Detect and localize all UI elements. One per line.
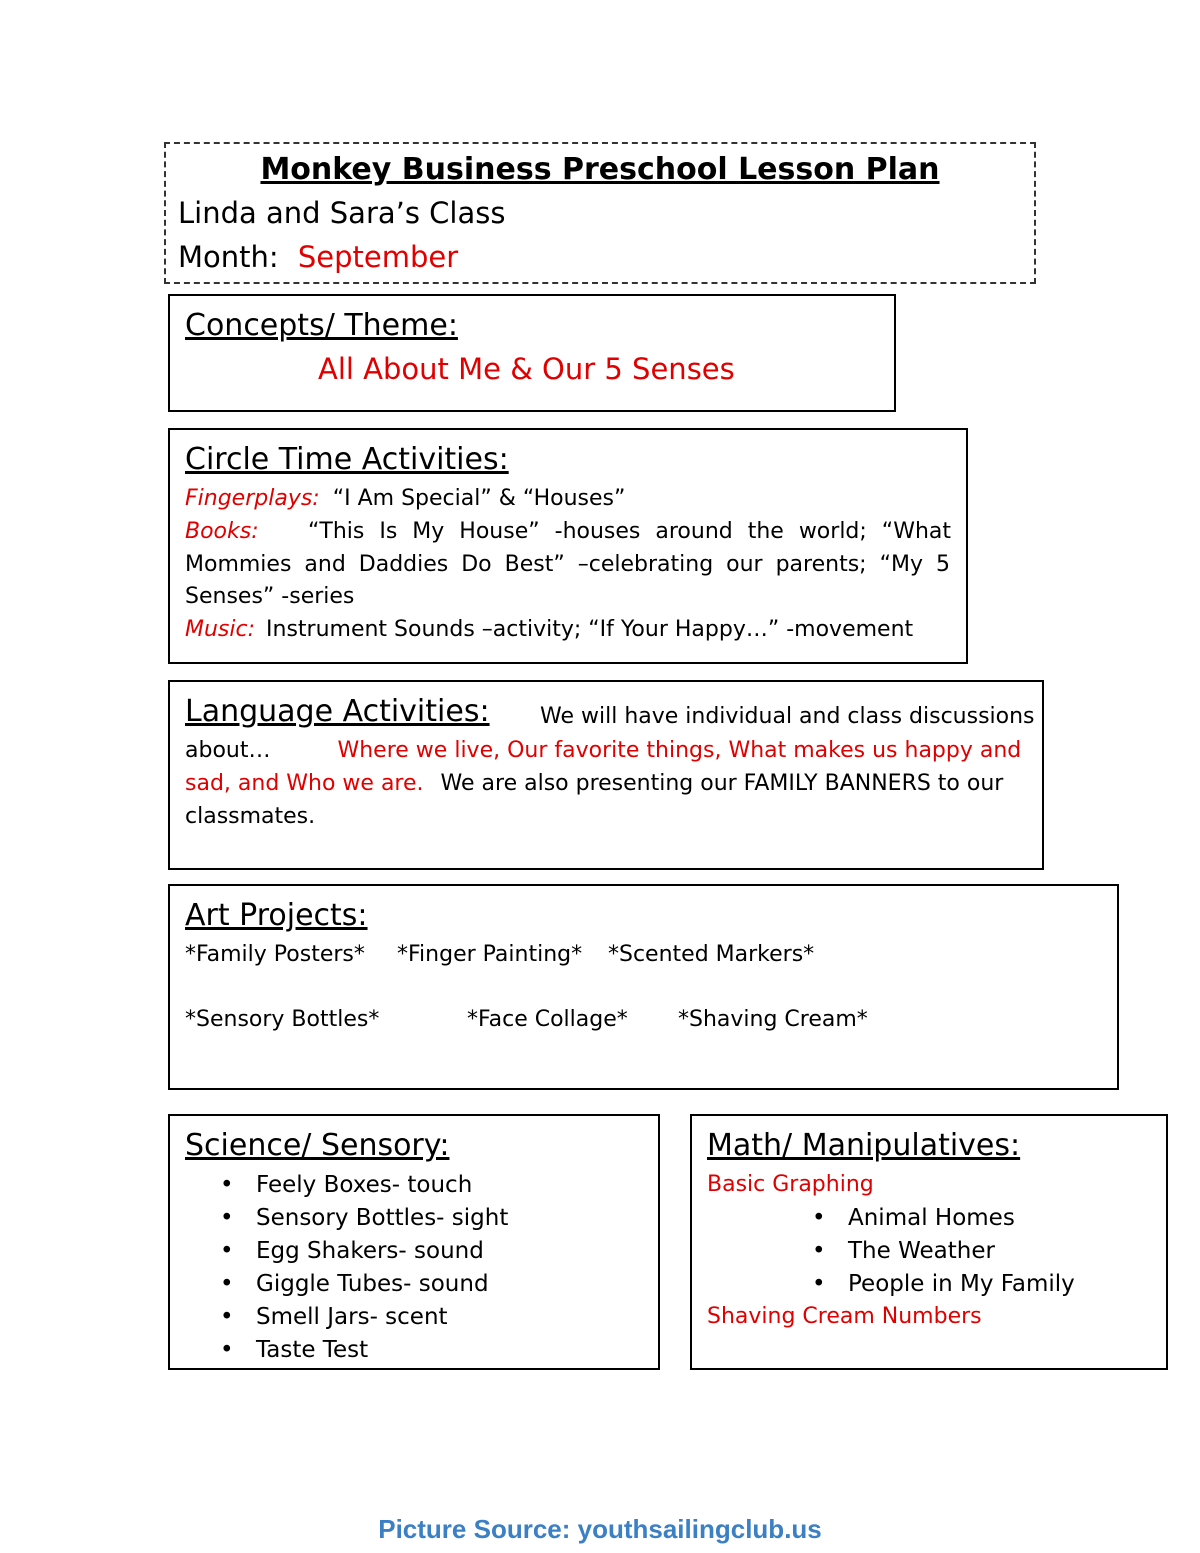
month-value: September xyxy=(297,240,459,274)
language-line-1: We will have individual and class discussions xyxy=(540,704,1035,729)
books-line-1 xyxy=(185,519,951,544)
circle-time-heading: Circle Time Activities: xyxy=(185,442,509,477)
concepts-theme: All About Me & Our 5 Senses xyxy=(318,352,735,386)
art-item: *Scented Markers* xyxy=(608,942,815,967)
language-about: about… xyxy=(185,738,271,763)
fingerplays-label: Fingerplays: xyxy=(185,486,320,511)
fingerplays-line xyxy=(185,486,625,511)
math-sub-graphing: Basic Graphing xyxy=(707,1172,874,1197)
month-row xyxy=(178,240,458,274)
science-item: • Smell Jars- scent xyxy=(256,1304,448,1330)
music-label: Music: xyxy=(185,617,256,642)
header-box xyxy=(164,142,1036,284)
art-item: *Family Posters* xyxy=(185,942,365,967)
math-box xyxy=(690,1114,1168,1370)
language-topics-2: sad, and Who we are. xyxy=(185,771,424,796)
art-box xyxy=(168,884,1119,1090)
art-item: *Sensory Bottles* xyxy=(185,1007,380,1032)
language-line-3 xyxy=(185,771,1003,796)
language-box xyxy=(168,680,1044,870)
music-text: Instrument Sounds –activity; “If Your Happy…” -movement xyxy=(266,617,914,642)
language-line-2 xyxy=(185,738,1021,763)
science-item: • Giggle Tubes- sound xyxy=(256,1271,489,1297)
books-line-3: Senses” -series xyxy=(185,584,355,609)
month-label: Month: xyxy=(178,240,279,274)
class-name: Linda and Sara’s Class xyxy=(178,196,506,230)
circle-time-box xyxy=(168,428,968,664)
language-heading: Language Activities: xyxy=(185,694,490,729)
art-heading: Art Projects: xyxy=(185,898,368,933)
math-item: • Animal Homes xyxy=(848,1205,1015,1231)
books-line-2: Mommies and Daddies Do Best” –celebrating our parents; “My 5 xyxy=(185,552,950,577)
art-item: *Finger Painting* xyxy=(397,942,583,967)
language-banners: We are also presenting our FAMILY BANNERS to our xyxy=(440,771,1004,796)
math-sub-shaving: Shaving Cream Numbers xyxy=(707,1304,982,1329)
science-item: • Egg Shakers- sound xyxy=(256,1238,484,1264)
science-item: • Taste Test xyxy=(256,1337,368,1363)
science-box xyxy=(168,1114,660,1370)
science-item: • Sensory Bottles- sight xyxy=(256,1205,508,1231)
picture-source: Picture Source: youthsailingclub.us xyxy=(378,1514,822,1544)
math-heading: Math/ Manipulatives: xyxy=(707,1128,1021,1163)
math-item: • People in My Family xyxy=(848,1271,1075,1297)
art-item: *Face Collage* xyxy=(467,1007,628,1032)
science-item: • Feely Boxes- touch xyxy=(256,1172,472,1198)
language-topics-1: Where we live, Our favorite things, What makes us happy and xyxy=(337,738,1022,763)
page-title: Monkey Business Preschool Lesson Plan xyxy=(260,152,940,187)
books-label: Books: xyxy=(185,519,259,544)
concepts-heading: Concepts/ Theme: xyxy=(185,308,458,343)
art-item: *Shaving Cream* xyxy=(678,1007,868,1032)
math-item: • The Weather xyxy=(848,1238,995,1264)
science-heading: Science/ Sensory: xyxy=(185,1128,450,1163)
concepts-box xyxy=(168,294,896,412)
fingerplays-text: “I Am Special” & “Houses” xyxy=(332,486,626,511)
language-line-4: classmates. xyxy=(185,804,316,829)
music-line xyxy=(185,617,913,642)
books-text-1: “This Is My House” -houses around the world; “What xyxy=(308,519,951,544)
